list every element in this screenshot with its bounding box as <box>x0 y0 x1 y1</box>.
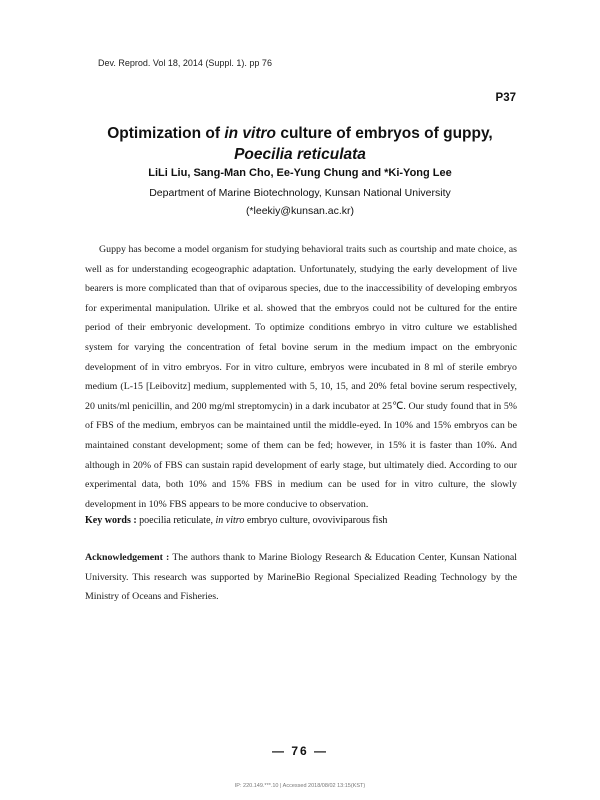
title-italic-in-vitro: in vitro <box>224 125 277 142</box>
acknowledgement-text: The authors thank to Marine Biology Research & Education Center, Kunsan National University. This research was supported by MarineBio Regional Specialized Reading Technology by the Ministry of Oceans and Fisheries. <box>85 552 518 603</box>
keywords-label: Key words : <box>85 515 140 526</box>
keywords-italic: in vitro <box>215 515 245 526</box>
title-part-1: Optimization of <box>107 125 225 142</box>
title-species-name: Poecilia reticulata <box>234 146 366 163</box>
keywords-part-1: poecilia reticulate, <box>139 515 216 526</box>
journal-reference: Dev. Reprod. Vol 18, 2014 (Suppl. 1). pp 76 <box>98 58 272 68</box>
acknowledgement-label: Acknowledgement : <box>85 552 173 563</box>
author-list: LiLi Liu, Sang-Man Cho, Ee-Yung Chung and *Ki-Yong Lee <box>148 167 452 179</box>
paper-title <box>0 123 600 165</box>
corresponding-email: (*leekiy@kunsan.ac.kr) <box>245 205 355 217</box>
affiliation: Department of Marine Biotechnology, Kunsan National University <box>149 187 451 199</box>
keywords <box>85 515 517 526</box>
abstract-paragraph: Guppy has become a model organism for studying behavioral traits such as courtship and mate choice, as well as for understanding ecogeographic adaptation. Unfortunately, studying the early development of live bearers is more complicated than that of oviparous species, due to the inaccessibility of developing embryos for experimental manipulation. Ulrike et al. showed that the embryos could not be cultured for the entire period of their embryonic development. To optimize conditions embryo in vitro culture we established system for varying the concentration of fetal bovine serum in the medium impact on the embryonic development of in vitro embryos. For in vitro culture, embryos were incubated in 8 ml of sterile embryo medium (L-15 [Leibovitz] medium, supplemented with 5, 10, 15, and 20% fetal bovine serum respectively, 20 units/ml penicillin, and 200 mg/ml streptomycin) in a dark incubator at 25℃. Our study found that in 5% of FBS of the medium, embryos can be maintained until the middle-eyed. In 10% and 15% embryos can be maintained constant development; some of them can be fed; however, in 15% it is faster than 10%. And although in 20% of FBS can sustain rapid development of early stage, but ultimately died. According to our experimental data, both 10% and 15% FBS in medium can be used for in vitro culture, the slowly development in 10% FBS appears to be more conducive to observation. <box>85 244 517 510</box>
page-number: — 76 — <box>271 744 328 758</box>
poster-id: P37 <box>495 92 516 104</box>
keywords-part-3: embryo culture, ovoviviparous fish <box>244 515 388 526</box>
download-footer: IP: 220.149.***.10 | Accessed 2018/08/02 13:15(KST) <box>234 783 366 789</box>
title-part-3: culture of embryos of guppy, <box>276 125 493 142</box>
acknowledgement <box>85 548 517 607</box>
